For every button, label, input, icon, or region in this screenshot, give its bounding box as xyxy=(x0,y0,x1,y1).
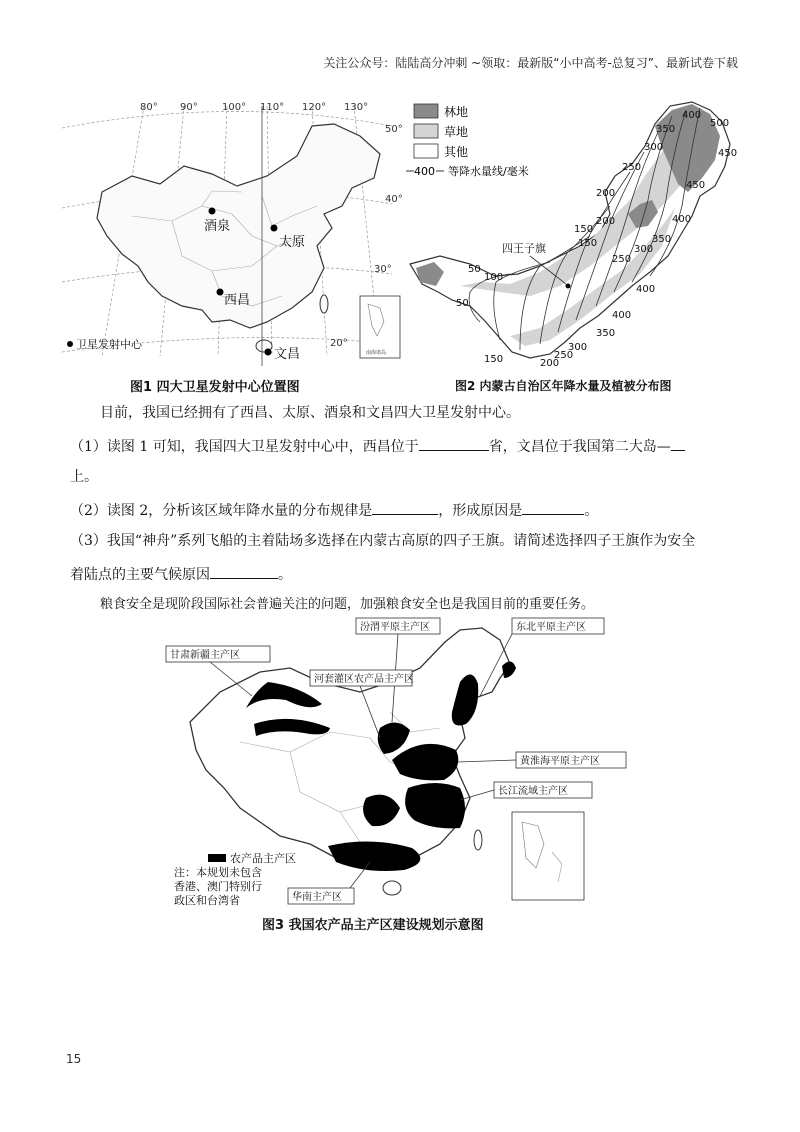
legend-swatch-other xyxy=(414,144,438,158)
region-fenwei: 汾渭平原主产区 xyxy=(360,622,430,633)
isoline-label: 450 xyxy=(686,180,706,191)
q3-text-2: 。 xyxy=(278,567,292,583)
legend-grass: 草地 xyxy=(444,125,469,139)
city-xichang: 西昌 xyxy=(224,293,251,308)
lon-label: 120° xyxy=(302,102,327,113)
note-line: 政区和台湾省 xyxy=(174,894,240,907)
legend-swatch-grass xyxy=(414,124,438,138)
region-changjiang: 长江流域主产区 xyxy=(498,786,568,797)
q2-text-2: ，形成原因是 xyxy=(438,503,523,519)
isoline-label: 200 xyxy=(596,188,616,199)
note-line: 注：本规划未包含 xyxy=(174,866,262,879)
figure3-legend-label: 农产品主产区 xyxy=(230,852,296,865)
china-outline xyxy=(190,628,510,868)
isoline-label: 300 xyxy=(634,244,654,255)
isoline-label: 400 xyxy=(672,214,692,225)
lon-label: 100° xyxy=(222,102,247,113)
lat-label: 40° xyxy=(385,194,402,205)
note-line: 香港、澳门特别行 xyxy=(174,880,262,893)
isoline-label: 150 xyxy=(574,224,594,235)
region-hetao: 河套灌区农产品主产区 xyxy=(314,674,414,685)
paragraph-intro: 目前，我国已经拥有了西昌、太原、酒泉和文昌四大卫星发射中心。 xyxy=(100,405,520,421)
isoline-label: 350 xyxy=(656,124,676,135)
isoline-label: 50 xyxy=(468,264,481,275)
region-huanghuaihai: 黄淮海平原主产区 xyxy=(520,756,600,767)
isoline-label: 50 xyxy=(456,298,469,309)
page-header: 关注公众号：陆陆高分冲刺 ~领取：最新版“小中高考-总复习”、最新试卷下载 xyxy=(323,56,738,70)
question-1 xyxy=(70,436,685,456)
isoline-label: 300 xyxy=(644,142,664,153)
isoline-label: 500 xyxy=(710,118,730,129)
legend-swatch-forest xyxy=(414,104,438,118)
isoline-label: 150 xyxy=(484,354,504,365)
isoline-label: 450 xyxy=(718,148,738,159)
lat-label: 50° xyxy=(385,124,402,135)
isoline-label: 200 xyxy=(596,216,616,227)
q3-text-1: 着陆点的主要气候原因 xyxy=(70,567,210,583)
isoline-label: 250 xyxy=(612,254,632,265)
paragraph-intro2: 粮食安全是现阶段国际社会普遍关注的问题，加强粮食安全也是我国目前的重要任务。 xyxy=(100,597,595,612)
legend-forest: 林地 xyxy=(444,105,469,119)
answer-blank[interactable] xyxy=(210,564,278,579)
region-huanan: 华南主产区 xyxy=(292,892,342,903)
figure3-map xyxy=(160,612,640,912)
lon-label: 80° xyxy=(140,102,158,113)
isoline-label: 350 xyxy=(652,234,672,245)
lat-label: 20° xyxy=(330,338,348,349)
figure2-caption: 图2 内蒙古自治区年降水量及植被分布图 xyxy=(455,379,672,393)
isoline-sample: 400 xyxy=(414,165,435,178)
isoline-label: 150 xyxy=(578,238,598,249)
inset-label: 南海诸岛 xyxy=(366,350,387,356)
answer-blank[interactable] xyxy=(372,500,438,515)
lat-label: 30° xyxy=(374,264,392,275)
page-number: 15 xyxy=(66,1052,82,1066)
figure1-caption: 图1 四大卫星发射中心位置图 xyxy=(130,380,300,395)
isoline-label: 250 xyxy=(622,162,642,173)
lon-label: 130° xyxy=(344,102,369,113)
isoline-label: 400 xyxy=(636,284,656,295)
q2-text-1: （2）读图 2，分析该区域年降水量的分布规律是 xyxy=(70,503,373,519)
city-wenchang: 文昌 xyxy=(274,347,301,362)
answer-blank[interactable] xyxy=(522,500,584,515)
answer-blank[interactable] xyxy=(419,436,489,451)
q1-text-2: 省，文昌位于我国第二大岛— xyxy=(488,439,671,455)
lon-label: 90° xyxy=(180,102,198,113)
isoline-label: 300 xyxy=(568,342,588,353)
isoline-label: 250 xyxy=(554,350,574,361)
isoline-label: 100 xyxy=(484,272,504,283)
city-jiuquan: 酒泉 xyxy=(204,219,231,234)
region-gansu-xinjiang: 甘肃新疆主产区 xyxy=(170,650,240,661)
city-taiyuan: 太原 xyxy=(279,235,306,250)
question-2 xyxy=(70,500,598,520)
question-3-line2 xyxy=(70,564,292,584)
figure1-map xyxy=(62,96,402,372)
q2-text-3: 。 xyxy=(584,503,599,519)
q1-text-1: （1）读图 1 可知，我国四大卫星发射中心中，西昌位于 xyxy=(70,439,419,455)
figure2-map xyxy=(400,96,740,372)
lon-label: 110° xyxy=(260,102,285,113)
answer-blank[interactable] xyxy=(671,436,685,451)
figure3-caption: 图3 我国农产品主产区建设规划示意图 xyxy=(262,918,484,933)
isoline-legend-label: 等降水量线/毫米 xyxy=(448,165,529,178)
legend-other: 其他 xyxy=(444,145,469,159)
isoline-label: 400 xyxy=(612,310,632,321)
place-siziwang: 四王子旗 xyxy=(502,242,546,255)
region-dongbei: 东北平原主产区 xyxy=(516,622,586,633)
isoline-label: 400 xyxy=(682,110,702,121)
q1-line2: 上。 xyxy=(70,469,98,485)
question-3: （3）我国“神舟”系列飞船的主着陆场多选择在内蒙古高原的四子王旗。请简述选择四子王旗作为安全 xyxy=(70,533,696,549)
isoline-label: 350 xyxy=(596,328,616,339)
figure1-legend-label: 卫星发射中心 xyxy=(76,338,142,351)
isoline-label: 200 xyxy=(540,358,560,369)
